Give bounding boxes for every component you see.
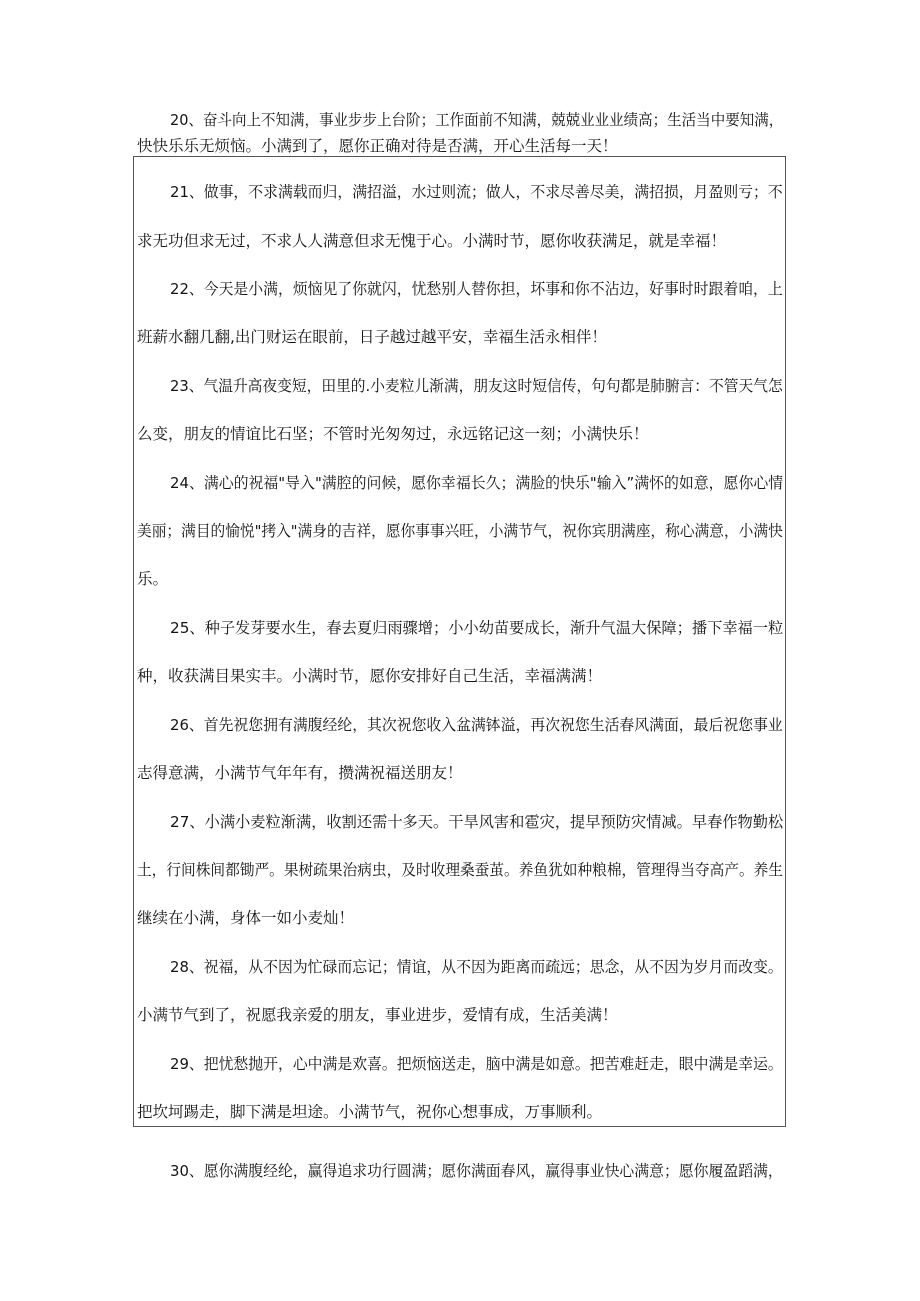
paragraph-23-line-1: 23、气温升高夜变短，田里的.小麦粒儿渐满，朋友这时短信传，句句都是肺腑言：不管天气怎 [170,377,783,395]
paragraph-25-line-2: 种，收获满目果实丰。小满时节，愿你安排好自己生活，幸福满满！ [137,667,603,685]
paragraph-29-line-1: 29、把忧愁抛开，心中满是欢喜。把烦恼送走，脑中满是如意。把苦难赶走，眼中满是幸运。 [170,1055,783,1073]
paragraph-25-line-1: 25、种子发芽要水生，春去夏归雨骤增；小小幼苗要成长，渐升气温大保障；播下幸福一粒 [170,619,784,637]
paragraph-21-line-2: 求无功但求无过，不求人人满意但求无愧于心。小满时节，愿你收获满足，就是幸福！ [137,232,727,250]
paragraph-29-line-2: 把坎坷踢走，脚下满是坦途。小满节气，祝你心想事成，万事顺利。 [137,1103,603,1121]
paragraph-21-line-1: 21、做事，不求满载而归，满招溢，水过则流；做人，不求尽善尽美，满招损，月盈则亏；不 [170,183,783,201]
paragraph-27-line-3: 继续在小满，身体一如小麦灿！ [137,909,355,927]
paragraph-24-line-2: 美丽；满目的愉悦"拷入"满身的吉祥，愿你事事兴旺，小满节气，祝你宾朋满座，称心满意，小满快 [137,522,783,540]
paragraph-20-line-1: 20、奋斗向上不知满，事业步步上台阶；工作面前不知满，兢兢业业业绩高；生活当中要知满， [170,111,784,129]
paragraph-22-line-1: 22、今天是小满，烦恼见了你就闪，忧愁别人替你担，坏事和你不沾边，好事时时跟着咱，上 [170,280,783,298]
paragraph-30-line-1: 30、愿你满腹经纶，赢得追求功行圆满；愿你满面春风，赢得事业快心满意；愿你履盈蹈满， [170,1162,783,1180]
paragraph-28-line-1: 28、祝福，从不因为忙碌而忘记；情谊，从不因为距离而疏远；思念，从不因为岁月而改变。 [170,958,783,976]
paragraph-24-line-3: 乐。 [137,570,169,588]
paragraph-26-line-1: 26、首先祝您拥有满腹经纶，其次祝您收入盆满钵溢，再次祝您生活春风满面，最后祝您事业 [170,716,783,734]
paragraph-23-line-2: 么变，朋友的情谊比石坚；不管时光匆匆过，永远铭记这一刻；小满快乐！ [137,425,649,443]
bordered-text-box [133,156,786,1127]
paragraph-28-line-2: 小满节气到了，祝愿我亲爱的朋友，事业进步，爱情有成，生活美满！ [137,1006,618,1024]
paragraph-20-line-2: 快快乐乐无烦恼。小满到了，愿你正确对待是否满，开心生活每一天！ [137,137,618,155]
paragraph-22-line-2: 班薪水翻几翻,出门财运在眼前，日子越过越平安，幸福生活永相伴！ [137,328,607,346]
paragraph-24-line-1: 24、满心的祝福"导入"满腔的问候，愿你幸福长久；满脸的快乐"输入”满怀的如意，愿你心情 [170,474,784,492]
paragraph-27-line-2: 土，行间株间都锄严。果树疏果治病虫，及时收理桑蚕茧。养鱼犹如种粮棉，管理得当夺高产。养生 [137,861,784,879]
paragraph-26-line-2: 志得意满，小满节气年年有，攒满祝福送朋友！ [137,764,463,782]
paragraph-27-line-1: 27、小满小麦粒渐满，收割还需十多天。干旱风害和雹灾，提早预防灾情减。早春作物勤松 [170,813,784,831]
